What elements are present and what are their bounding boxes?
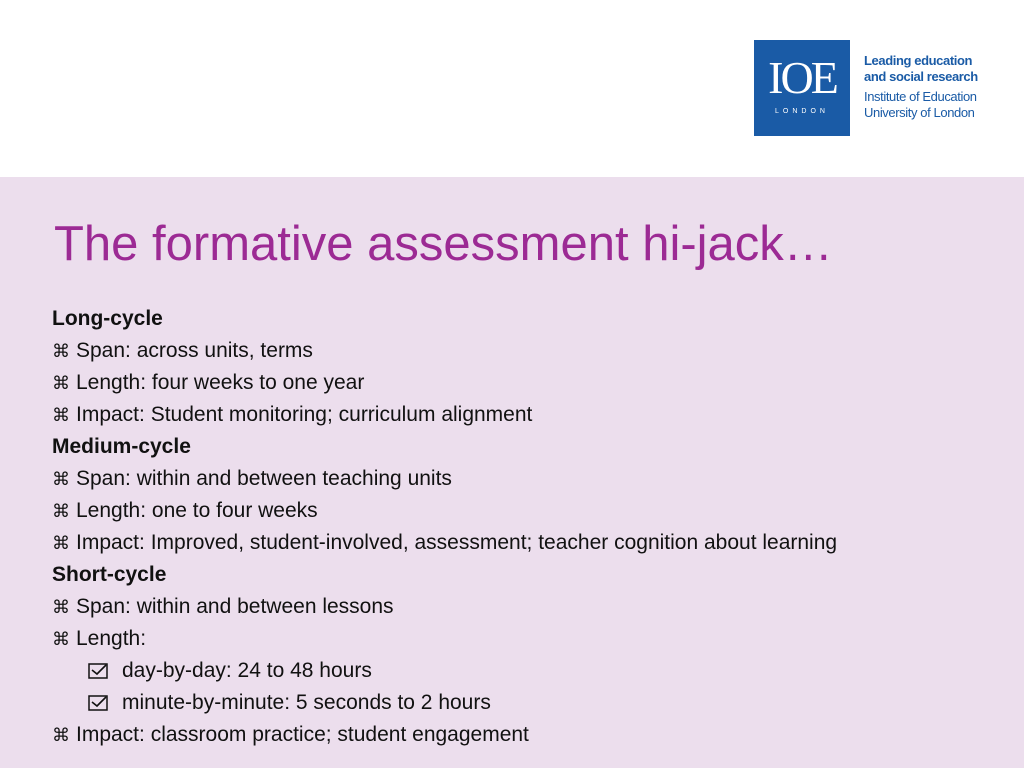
command-icon: ⌘ — [52, 725, 70, 745]
ioe-logo — [754, 40, 850, 136]
logo-sub: LONDON — [775, 108, 829, 115]
cycle-list — [52, 303, 1012, 751]
tagline-line-2: and social research — [864, 69, 978, 84]
list-item-text: Span: within and between teaching units — [76, 467, 452, 490]
slide-title: The formative assessment hi-jack… — [54, 217, 833, 271]
checkbox-check-icon — [88, 663, 112, 679]
list-item — [52, 719, 1012, 751]
command-icon: ⌘ — [52, 629, 70, 649]
sub-list-item-text: minute-by-minute: 5 seconds to 2 hours — [122, 691, 491, 714]
list-item-text: Length: — [76, 627, 147, 650]
list-item — [52, 623, 1012, 655]
logo-mark: IOE — [768, 52, 836, 103]
section-heading: Long-cycle — [52, 307, 163, 330]
checkbox-check-icon — [88, 695, 112, 711]
section-heading: Short-cycle — [52, 563, 167, 586]
slide-content — [0, 177, 1024, 768]
list-item — [52, 591, 1012, 623]
list-item — [52, 335, 1012, 367]
list-item-text: Impact: Improved, student-involved, assessment; teacher cognition about learning — [76, 531, 838, 554]
list-item-text: Length: one to four weeks — [76, 499, 318, 522]
sub-list-item-text: day-by-day: 24 to 48 hours — [122, 659, 372, 682]
list-item — [52, 495, 1012, 527]
logo-tagline — [864, 53, 1014, 121]
command-icon: ⌘ — [52, 341, 70, 361]
list-item-text: Span: within and between lessons — [76, 595, 394, 618]
command-icon: ⌘ — [52, 597, 70, 617]
list-item — [52, 527, 1012, 559]
list-item-text: Impact: Student monitoring; curriculum alignment — [76, 403, 533, 426]
command-icon: ⌘ — [52, 533, 70, 553]
list-item-text: Length: four weeks to one year — [76, 371, 365, 394]
tagline-line-1: Leading education — [864, 53, 973, 68]
command-icon: ⌘ — [52, 373, 70, 393]
command-icon: ⌘ — [52, 469, 70, 489]
sub-list-item — [52, 655, 1012, 687]
sub-list-item — [52, 687, 1012, 719]
slide-header — [0, 0, 1024, 177]
list-item — [52, 367, 1012, 399]
list-item-text: Impact: classroom practice; student engagement — [76, 723, 529, 746]
section-heading: Medium-cycle — [52, 435, 191, 458]
list-item — [52, 463, 1012, 495]
tagline-line-3: Institute of Education — [864, 89, 977, 104]
command-icon: ⌘ — [52, 405, 70, 425]
tagline-line-4: University of London — [864, 105, 975, 120]
list-item-text: Span: across units, terms — [76, 339, 313, 362]
command-icon: ⌘ — [52, 501, 70, 521]
list-item — [52, 399, 1012, 431]
